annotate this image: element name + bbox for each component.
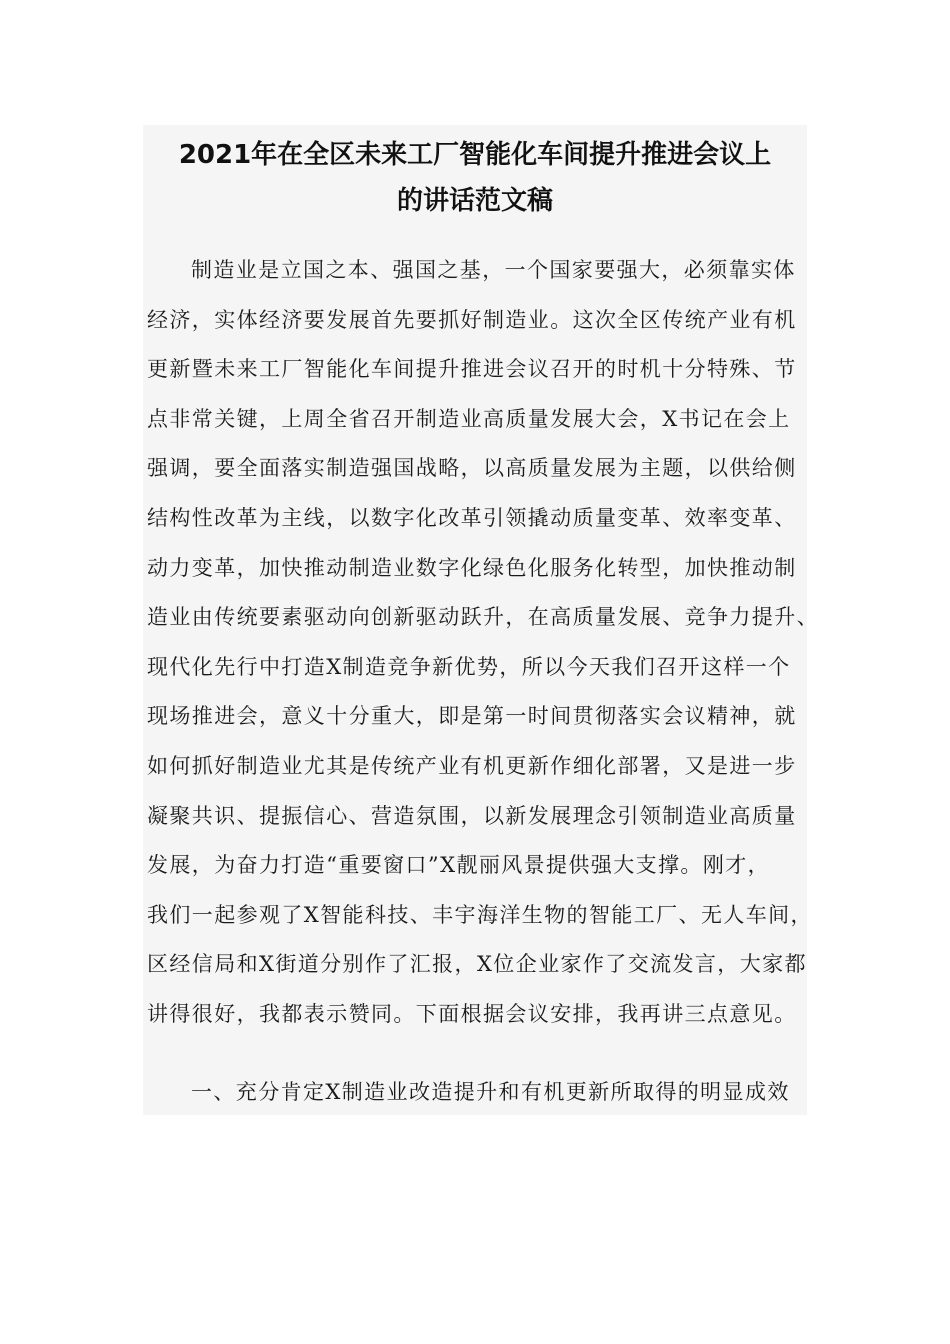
paragraph-line: 制造业是立国之本、强国之基，一个国家要强大，必须靠实体 [191, 258, 796, 282]
section-heading: 一、充分肯定X制造业改造提升和有机更新所取得的明显成效 [191, 1080, 790, 1104]
paragraph-line: 讲得很好，我都表示赞同。下面根据会议安排，我再讲三点意见。 [147, 1001, 797, 1026]
document-paragraph [147, 246, 827, 1040]
document-title-line-2: 的讲话范文稿 [396, 186, 553, 216]
paragraph-line: 更新暨未来工厂智能化车间提升推进会议召开的时机十分特殊、节 [147, 357, 797, 382]
paragraph-line: 动力变革，加快推动制造业数字化绿色化服务化转型，加快推动制 [147, 555, 797, 580]
paragraph-line: 点非常关键，上周全省召开制造业高质量发展大会，X书记在会上 [147, 406, 791, 431]
paragraph-line: 现场推进会，意义十分重大，即是第一时间贯彻落实会议精神，就 [147, 704, 797, 729]
document-title-line-1: 2021年在全区未来工厂智能化车间提升推进会议上 [178, 140, 772, 170]
paragraph-line: 我们一起参观了X智能科技、丰宇海洋生物的智能工厂、无人车间， [147, 902, 813, 927]
paragraph-line: 发展，为奋力打造“重要窗口”X靓丽风景提供强大支撑。刚才， [147, 853, 771, 878]
paragraph-line: 经济，实体经济要发展首先要抓好制造业。这次全区传统产业有机 [147, 307, 797, 332]
paragraph-line: 如何抓好制造业尤其是传统产业有机更新作细化部署，又是进一步 [147, 753, 797, 778]
paragraph-line: 区经信局和X街道分别作了汇报，X位企业家作了交流发言，大家都 [147, 952, 807, 977]
paragraph-line: 强调，要全面落实制造强国战略，以高质量发展为主题，以供给侧 [147, 456, 797, 481]
paragraph-line: 现代化先行中打造X制造竞争新优势，所以今天我们召开这样一个 [147, 654, 791, 679]
paragraph-line: 结构性改革为主线，以数字化改革引领撬动质量变革、效率变革、 [147, 505, 797, 530]
paragraph-line: 凝聚共识、提振信心、营造氛围，以新发展理念引领制造业高质量 [147, 803, 797, 828]
paragraph-line: 造业由传统要素驱动向创新驱动跃升，在高质量发展、竞争力提升、 [147, 605, 819, 630]
